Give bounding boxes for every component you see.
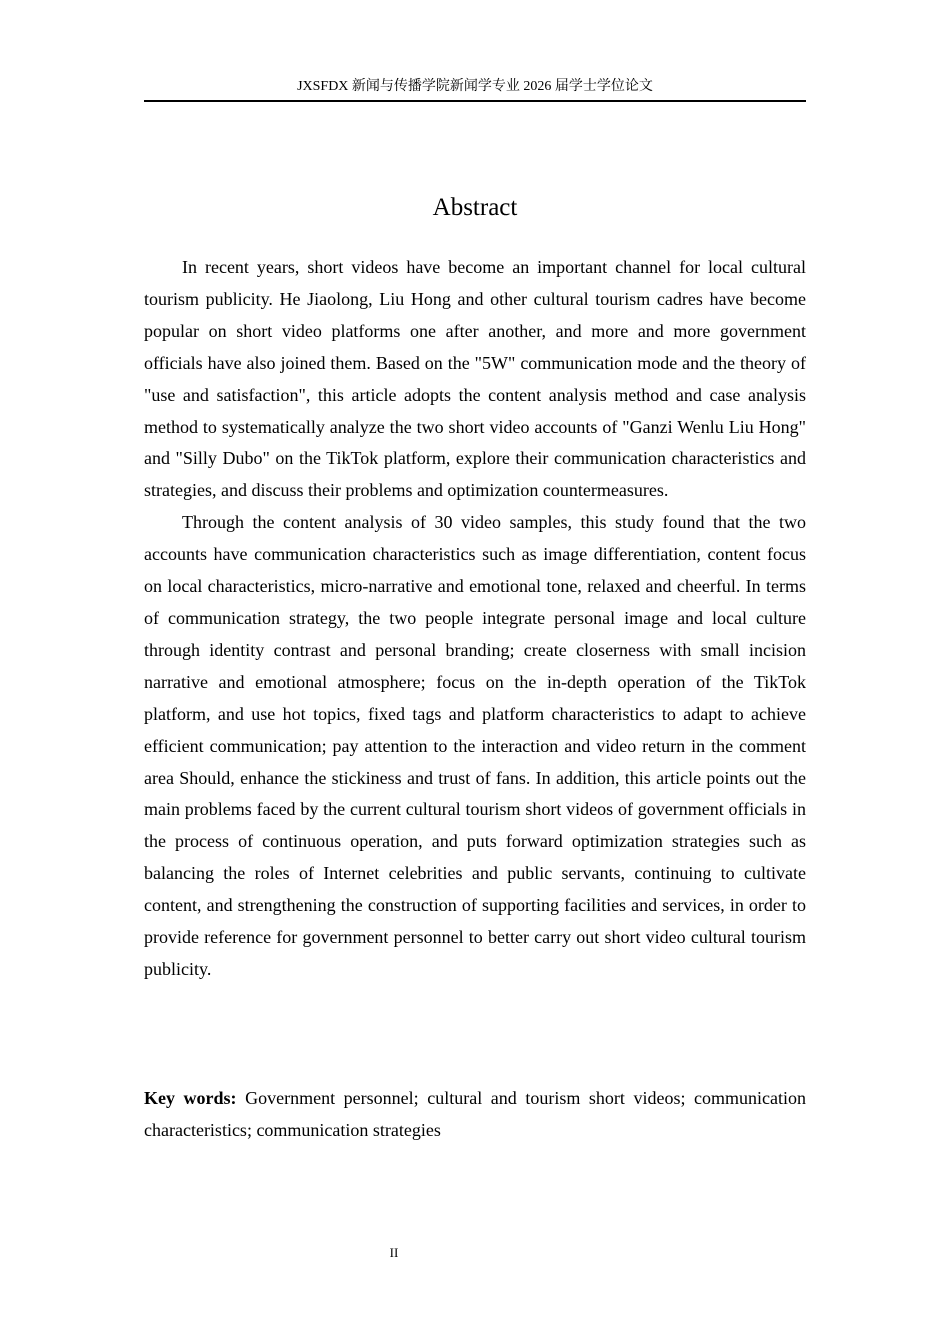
keywords-label: Key words:: [144, 1088, 237, 1108]
keywords: [144, 1082, 806, 1146]
keywords-text: Government personnel; cultural and tourism short videos; communication characteristics; communication strategies: [144, 1088, 807, 1140]
abstract-title: Abstract: [432, 194, 518, 221]
running-header: JXSFDX 新闻与传播学院新闻学专业 2026 届学士学位论文: [297, 79, 653, 94]
abstract-body: [144, 252, 806, 986]
header-rule: [144, 100, 806, 102]
abstract-paragraph-2: Through the content analysis of 30 video samples, this study found that the two accounts have communication characteristics such as image differentiation, content focus on local characteristics, micro-narrative and emotional tone, relaxed and cheerful. In terms of communication strategy, the two people integrate personal image and local culture through identity contrast and personal branding; create closerness with small incision narrative and emotional atmosphere; focus on the in-depth operation of the TikTok platform, and use hot topics, fixed tags and platform characteristics to adapt to achieve efficient communication; pay attention to the interaction and video return in the comment area Should, enhance the stickiness and trust of fans. In addition, this article points out the main problems faced by the current cultural tourism short videos of government officials in the process of continuous operation, and puts forward optimization strategies such as balancing the roles of Internet celebrities and public servants, continuing to cultivate content, and strengthening the construction of supporting facilities and services, in order to provide reference for government personnel to better carry out short video cultural tourism publicity.: [144, 512, 806, 979]
abstract-paragraph-1: In recent years, short videos have become an important channel for local cultural tourism publicity. He Jiaolong, Liu Hong and other cultural tourism cadres have become popular on short video platforms one after another, and more and more government officials have also joined them. Based on the "5W" communication mode and the theory of "use and satisfaction", this article adopts the content analysis method and case analysis method to systematically analyze the two short video accounts of "Ganzi Wenlu Liu Hong" and "Silly Dubo" on the TikTok platform, explore their communication characteristics and strategies, and discuss their problems and optimization countermeasures.: [144, 257, 806, 501]
page-number: II: [389, 1245, 399, 1260]
